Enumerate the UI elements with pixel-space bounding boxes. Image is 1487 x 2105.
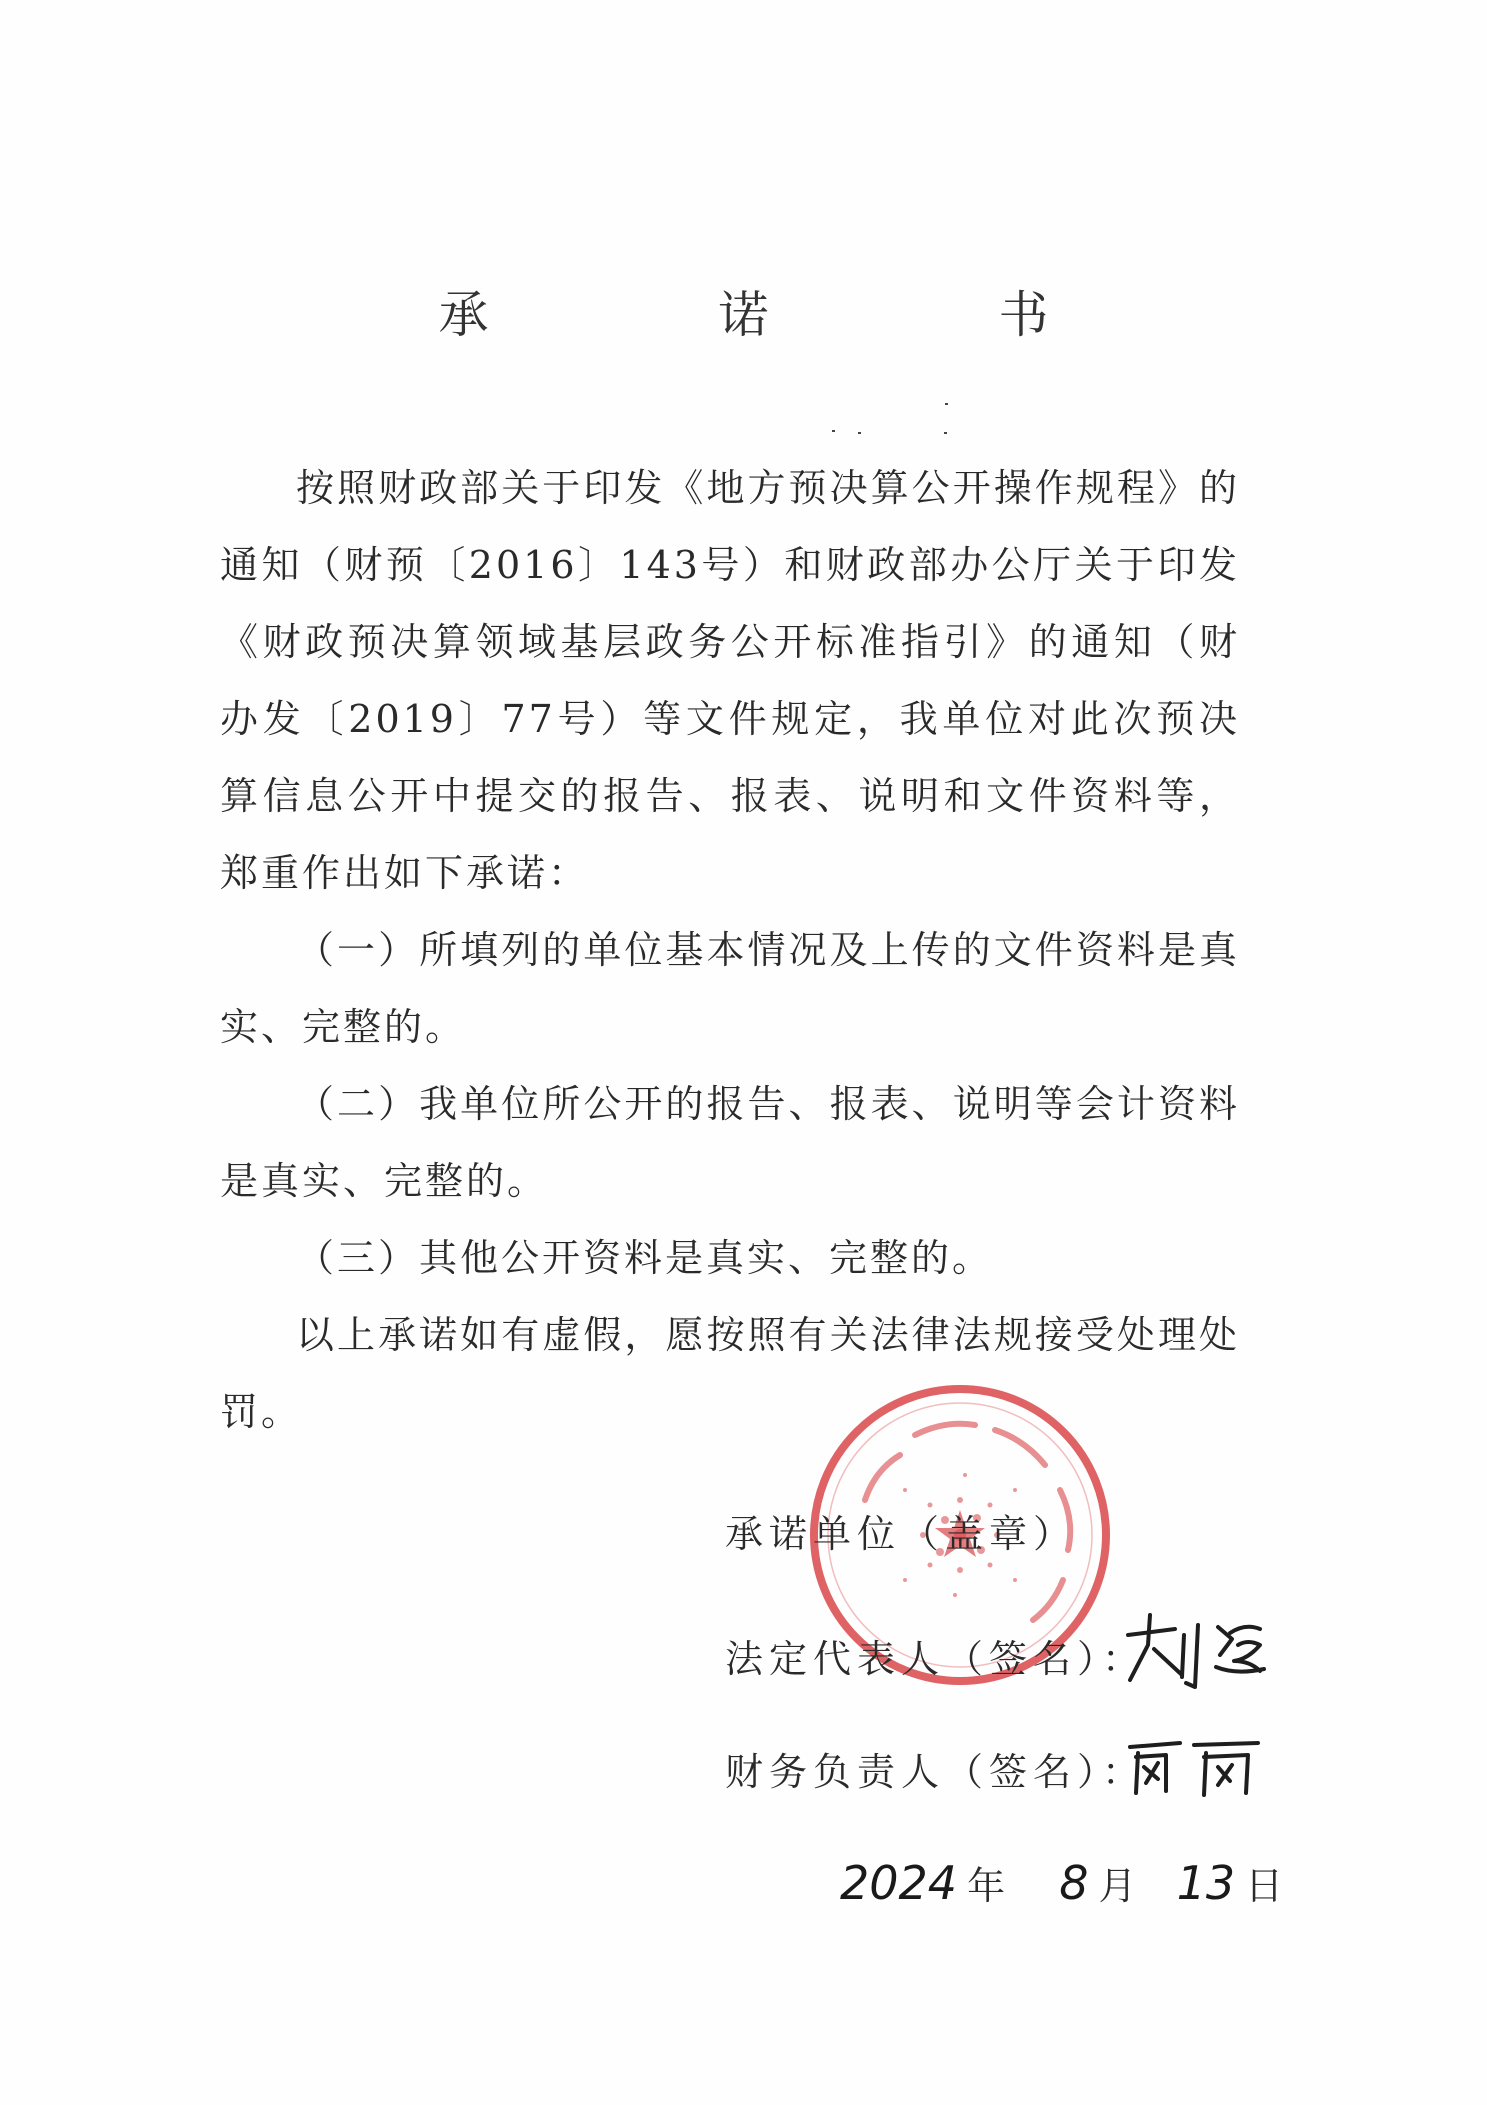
date-year: 2024	[840, 1856, 958, 1910]
paragraph-closing: 以上承诺如有虚假，愿按照有关法律法规接受处理处罚。	[220, 1313, 1240, 1434]
paragraph-item-2: （二）我单位所公开的报告、报表、说明等会计资料是真实、完整的。	[220, 1082, 1240, 1203]
date-day: 13	[1176, 1856, 1236, 1910]
paragraph-item-1: （一）所填列的单位基本情况及上传的文件资料是真实、完整的。	[220, 928, 1240, 1049]
scan-speck	[944, 432, 947, 434]
paragraph-intro: 按照财政部关于印发《地方预决算公开操作规程》的通知（财预〔2016〕143号）和财政部办公厅关于印发《财政预决算领域基层政务公开标准指引》的通知（财办发〔2019〕77号）等文件规定，我单位对此次预决算信息公开中提交的报告、报表、说明和文件资料等，郑重作出如下承诺：	[220, 466, 1240, 895]
paragraph-item-3: （三）其他公开资料是真实、完整的。	[296, 1236, 994, 1280]
document-body	[220, 450, 1240, 1451]
finance-head-label: 财务负责人（签名）：	[725, 1750, 1147, 1794]
legal-representative-label: 法定代表人（签名）：	[725, 1637, 1147, 1681]
scan-speck	[945, 403, 948, 405]
date-month: 8	[1059, 1856, 1089, 1910]
unit-seal-label: 承诺单位（盖章）	[725, 1512, 1078, 1556]
legal-representative-signature	[1120, 1605, 1280, 1695]
date-day-unit: 日	[1245, 1864, 1284, 1908]
signing-date	[840, 1855, 1301, 1910]
finance-head-signature	[1120, 1733, 1270, 1803]
scan-speck	[832, 430, 835, 432]
scan-speck	[858, 432, 861, 434]
date-year-unit: 年	[967, 1864, 1006, 1908]
document-title: 承 诺 书	[438, 286, 1139, 344]
date-month-unit: 月	[1098, 1864, 1137, 1908]
